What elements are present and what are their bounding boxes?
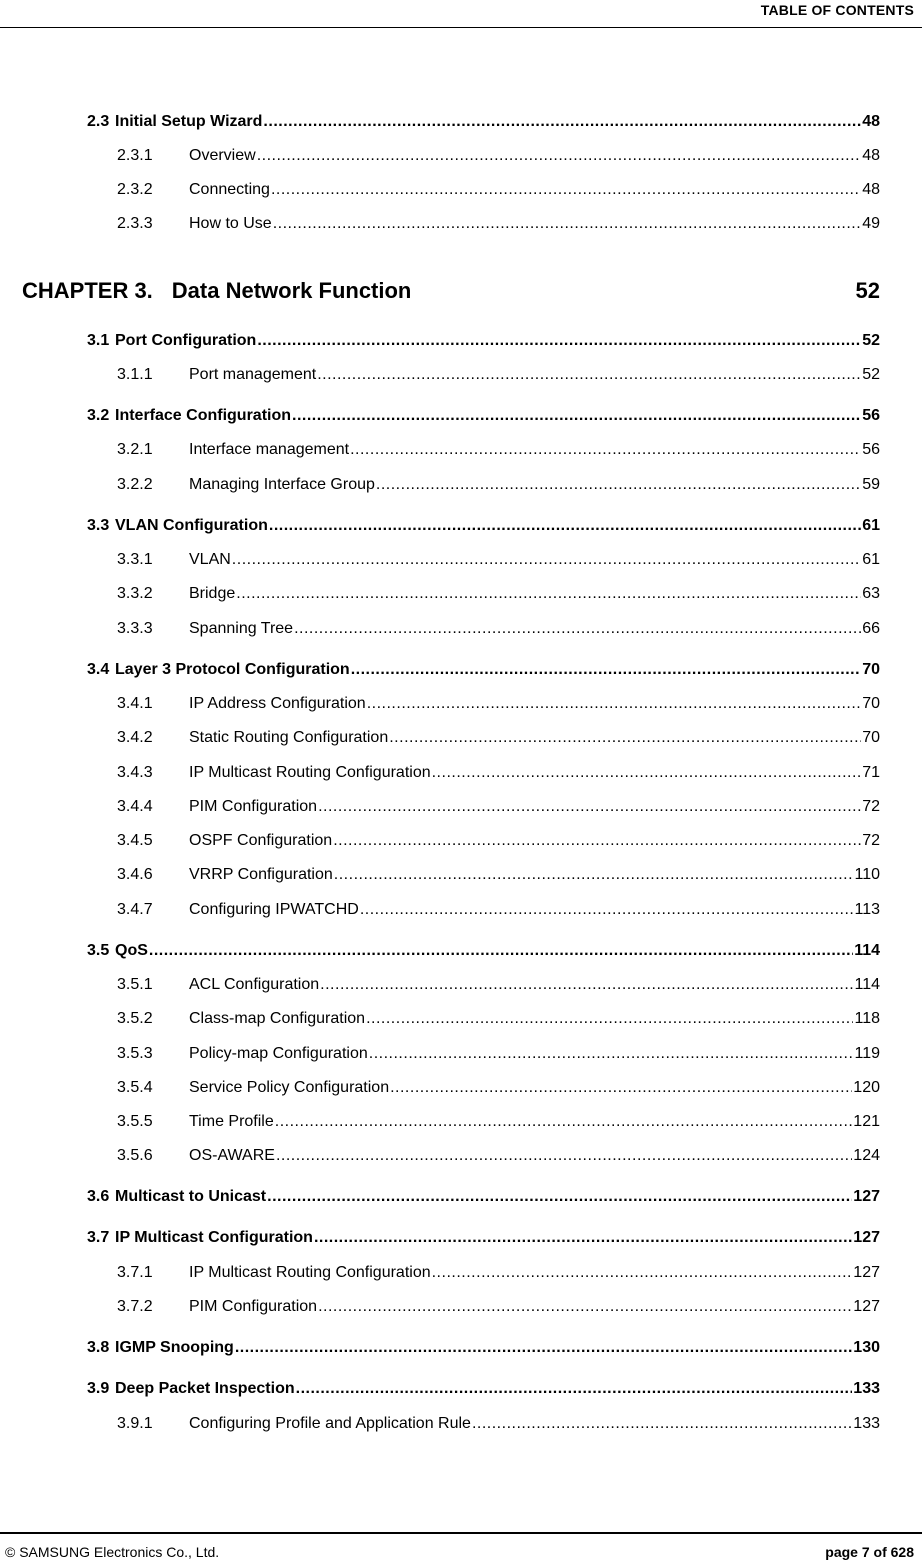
footer-copyright: © SAMSUNG Electronics Co., Ltd. (5, 1544, 220, 1560)
toc-subsection-entry[interactable] (117, 764, 880, 782)
dot-leader (351, 661, 862, 679)
toc-entry-page: 130 (853, 1339, 880, 1356)
toc-entry-number: 3.4.3 (117, 764, 153, 781)
toc-section-entry[interactable] (87, 1339, 880, 1357)
toc-entry-number: 3.5.5 (117, 1113, 153, 1130)
toc-entry-page: 121 (853, 1113, 880, 1130)
dot-leader (317, 366, 861, 384)
toc-entry-title: IP Address Configuration (189, 695, 366, 712)
toc-entry-page: 70 (862, 661, 880, 678)
toc-entry-page: 52 (862, 366, 880, 383)
dot-leader (267, 1188, 852, 1206)
toc-section-entry[interactable] (87, 407, 880, 425)
dot-leader (366, 1010, 853, 1028)
toc-entry-title: Configuring Profile and Application Rule (189, 1415, 471, 1432)
dot-leader (390, 1079, 852, 1097)
toc-entry-number: 3.9.1 (117, 1415, 153, 1432)
toc-entry-number: 2.3.2 (117, 181, 153, 198)
toc-subsection-entry[interactable] (117, 832, 880, 850)
toc-subsection-entry[interactable] (117, 729, 880, 747)
toc-entry-number: 2.3 (87, 113, 110, 130)
toc-entry-title: Connecting (189, 181, 270, 198)
toc-entry-title: Overview (189, 147, 256, 164)
toc-subsection-entry[interactable] (117, 1079, 880, 1097)
dot-leader (318, 798, 861, 816)
toc-section-entry[interactable] (87, 1188, 880, 1206)
toc-entry-title: Class-map Configuration (189, 1010, 366, 1027)
toc-subsection-entry[interactable] (117, 798, 880, 816)
dot-leader (350, 441, 861, 459)
toc-entry-title: VRRP Configuration (189, 866, 333, 883)
toc-section-entry[interactable] (87, 942, 880, 960)
toc-entry-page: 133 (853, 1415, 880, 1432)
toc-entry-page: 48 (862, 113, 880, 130)
dot-leader (269, 517, 861, 535)
dot-leader (333, 832, 861, 850)
toc-entry-page: 119 (854, 1045, 880, 1062)
dot-leader (236, 585, 861, 603)
toc-subsection-entry[interactable] (117, 620, 880, 638)
dot-leader (235, 1339, 852, 1357)
toc-entry-number: 3.2.2 (117, 476, 153, 493)
toc-entry-title: IGMP Snooping (115, 1339, 234, 1356)
toc-section-entry[interactable] (87, 661, 880, 679)
toc-entry-number: 3.7.2 (117, 1298, 153, 1315)
toc-entry-number: 3.2.1 (117, 441, 153, 458)
toc-entry-page: 127 (853, 1298, 880, 1315)
toc-entry-page: 61 (862, 517, 880, 534)
dot-leader (294, 620, 861, 638)
dot-leader (334, 866, 854, 884)
toc-entry-title: Port management (189, 366, 317, 383)
dot-leader (367, 695, 862, 713)
dot-leader (257, 332, 861, 350)
toc-subsection-entry[interactable] (117, 551, 880, 569)
toc-entry-page: 63 (862, 585, 880, 602)
toc-entry-number: 3.2 (87, 407, 110, 424)
toc-subsection-entry[interactable] (117, 366, 880, 384)
toc-entry-page: 52 (855, 278, 880, 303)
toc-entry-page: 56 (862, 407, 880, 424)
dot-leader (273, 215, 862, 233)
toc-subsection-entry[interactable] (117, 441, 880, 459)
toc-entry-title: Policy-map Configuration (189, 1045, 368, 1062)
toc-entry-number: 3.4.1 (117, 695, 153, 712)
toc-entry-page: 52 (862, 332, 880, 349)
toc-entry-title: Initial Setup Wizard (115, 113, 263, 130)
toc-entry-title: Configuring IPWATCHD (189, 901, 359, 918)
running-header-title: TABLE OF CONTENTS (760, 2, 914, 18)
toc-entry-page: 66 (862, 620, 880, 637)
toc-entry-page: 48 (862, 181, 880, 198)
toc-entry-page: 70 (862, 695, 880, 712)
toc-entry-title: Time Profile (189, 1113, 274, 1130)
toc-subsection-entry[interactable] (117, 181, 880, 199)
toc-entry-number: 3.9 (87, 1380, 110, 1397)
toc-entry-page: 127 (853, 1188, 880, 1205)
toc-entry-title: IP Multicast Routing Configuration (189, 1264, 431, 1281)
toc-entry-page: 71 (862, 764, 880, 781)
toc-section-entry[interactable] (87, 332, 880, 350)
toc-subsection-entry[interactable] (117, 1147, 880, 1165)
toc-entry-title: VLAN (189, 551, 231, 568)
dot-leader (271, 181, 861, 199)
toc-entry-title: Multicast to Unicast (115, 1188, 267, 1205)
toc-entry-title: Layer 3 Protocol Configuration (115, 661, 350, 678)
toc-entry-title: Interface management (189, 441, 350, 458)
toc-section-entry[interactable] (87, 1229, 880, 1247)
toc-entry-number: 3.3.1 (117, 551, 153, 568)
toc-subsection-entry[interactable] (117, 1113, 880, 1131)
toc-entry-number: 3.7.1 (117, 1264, 153, 1281)
toc-entry-number: 3.4.4 (117, 798, 153, 815)
toc-entry-title: Data Network Function (171, 278, 412, 303)
toc-entry-number: 2.3.1 (117, 147, 153, 164)
dot-leader (389, 729, 861, 747)
toc-entry-number: 3.1 (87, 332, 110, 349)
toc-entry-page: 72 (862, 832, 880, 849)
toc-entry-number: 3.3 (87, 517, 110, 534)
dot-leader (275, 1113, 853, 1131)
toc-subsection-entry[interactable] (117, 976, 880, 994)
toc-entry-number: CHAPTER 3. (22, 278, 153, 303)
toc-entry-page: 120 (853, 1079, 880, 1096)
toc-entry-title: OS-AWARE (189, 1147, 275, 1164)
toc-entry-page: 59 (862, 476, 880, 493)
toc-subsection-entry[interactable] (117, 476, 880, 494)
toc-entry-page: 48 (862, 147, 880, 164)
dot-leader (360, 901, 854, 919)
dot-leader (432, 764, 862, 782)
toc-entry-title: Service Policy Configuration (189, 1079, 390, 1096)
toc-section-entry[interactable] (87, 517, 880, 535)
toc-entry-page: 133 (853, 1380, 880, 1397)
toc-entry-number: 3.5.1 (117, 976, 153, 993)
toc-entry-number: 3.1.1 (117, 366, 153, 383)
toc-subsection-entry[interactable] (117, 695, 880, 713)
toc-entry-page: 113 (854, 901, 880, 918)
toc-entry-number: 3.4.5 (117, 832, 153, 849)
toc-entry-page: 127 (853, 1264, 880, 1281)
toc-entry-page: 114 (854, 976, 880, 993)
toc-entry-title: IP Multicast Configuration (115, 1229, 313, 1246)
dot-leader (263, 113, 861, 131)
toc-entry-page: 124 (853, 1147, 880, 1164)
dot-leader (232, 551, 861, 569)
footer-page-number: page 7 of 628 (825, 1544, 914, 1560)
toc-chapter-entry[interactable] (22, 278, 880, 304)
dot-leader (369, 1045, 854, 1063)
toc-entry-title: Static Routing Configuration (189, 729, 389, 746)
toc-entry-number: 3.5.4 (117, 1079, 153, 1096)
toc-subsection-entry[interactable] (117, 585, 880, 603)
toc-entry-title: PIM Configuration (189, 1298, 318, 1315)
toc-entry-number: 3.7 (87, 1229, 110, 1246)
toc-subsection-entry[interactable] (117, 866, 880, 884)
toc-entry-title: QoS (115, 942, 148, 959)
toc-entry-number: 3.5 (87, 942, 110, 959)
toc-subsection-entry[interactable] (117, 1045, 880, 1063)
toc-subsection-entry[interactable] (117, 1415, 880, 1433)
toc-entry-number: 3.4.6 (117, 866, 153, 883)
toc-entry-title: ACL Configuration (189, 976, 320, 993)
toc-entry-title: OSPF Configuration (189, 832, 333, 849)
header-divider (0, 27, 922, 28)
dot-leader (432, 1264, 853, 1282)
toc-entry-number: 3.4 (87, 661, 110, 678)
footer-divider (0, 1532, 922, 1534)
toc-entry-number: 3.5.6 (117, 1147, 153, 1164)
toc-entry-number: 3.6 (87, 1188, 110, 1205)
dot-leader (376, 476, 861, 494)
dot-leader (276, 1147, 852, 1165)
toc-entry-number: 3.4.7 (117, 901, 153, 918)
toc-subsection-entry[interactable] (117, 1298, 880, 1316)
toc-entry-number: 3.5.3 (117, 1045, 153, 1062)
toc-entry-title: Interface Configuration (115, 407, 292, 424)
dot-leader (296, 1380, 853, 1398)
toc-entry-number: 3.5.2 (117, 1010, 153, 1027)
toc-entry-page: 72 (862, 798, 880, 815)
toc-subsection-entry[interactable] (117, 1010, 880, 1028)
dot-leader (318, 1298, 852, 1316)
toc-subsection-entry[interactable] (117, 1264, 880, 1282)
dot-leader (292, 407, 861, 425)
dot-leader (314, 1229, 852, 1247)
toc-entry-number: 3.3.3 (117, 620, 153, 637)
toc-entry-title: Spanning Tree (189, 620, 294, 637)
toc-entry-title: PIM Configuration (189, 798, 318, 815)
toc-entry-title: VLAN Configuration (115, 517, 268, 534)
toc-entry-page: 49 (862, 215, 880, 232)
toc-entry-title: Deep Packet Inspection (115, 1380, 295, 1397)
dot-leader (257, 147, 862, 165)
toc-entry-number: 2.3.3 (117, 215, 153, 232)
toc-entry-page: 70 (862, 729, 880, 746)
dot-leader (320, 976, 853, 994)
toc-entry-page: 56 (862, 441, 880, 458)
toc-entry-page: 114 (854, 942, 880, 959)
toc-section-entry[interactable] (87, 113, 880, 131)
dot-leader (472, 1415, 852, 1433)
toc-entry-page: 127 (853, 1229, 880, 1246)
toc-entry-title: IP Multicast Routing Configuration (189, 764, 431, 781)
toc-entry-title: Managing Interface Group (189, 476, 375, 493)
toc-entry-page: 61 (862, 551, 880, 568)
toc-entry-number: 3.4.2 (117, 729, 153, 746)
toc-entry-page: 110 (854, 866, 880, 883)
toc-subsection-entry[interactable] (117, 215, 880, 233)
toc-subsection-entry[interactable] (117, 901, 880, 919)
toc-entry-title: Bridge (189, 585, 236, 602)
toc-entry-page: 118 (854, 1010, 880, 1027)
toc-entry-number: 3.3.2 (117, 585, 153, 602)
toc-entry-title: How to Use (189, 215, 272, 232)
toc-entry-number: 3.8 (87, 1339, 110, 1356)
dot-leader (149, 942, 853, 960)
toc-section-entry[interactable] (87, 1380, 880, 1398)
toc-subsection-entry[interactable] (117, 147, 880, 165)
toc-entry-title: Port Configuration (115, 332, 257, 349)
